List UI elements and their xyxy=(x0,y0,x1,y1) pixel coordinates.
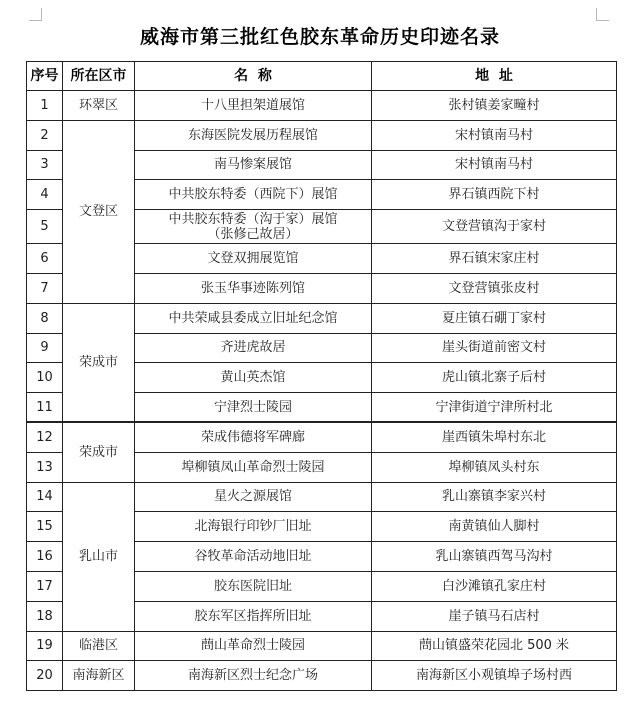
row-no: 7 xyxy=(27,273,63,303)
site-name: 张玉华事迹陈列馆 xyxy=(135,273,372,303)
row-no: 16 xyxy=(27,542,63,572)
header-no: 序号 xyxy=(27,62,63,91)
site-address: 界石镇宋家庄村 xyxy=(372,244,617,274)
site-address: 宁津街道宁津所村北 xyxy=(372,393,617,423)
site-name: 胶东军区指挥所旧址 xyxy=(135,601,372,631)
page-corner-mark-left xyxy=(29,8,42,21)
site-address: 乳山寨镇李家兴村 xyxy=(372,482,617,512)
site-name: 东海医院发展历程展馆 xyxy=(135,120,372,150)
row-no: 13 xyxy=(27,452,63,482)
site-address: 白沙滩镇孔家庄村 xyxy=(372,571,617,601)
document-title: 威海市第三批红色胶东革命历史印迹名录 xyxy=(139,26,500,48)
site-name: 中共胶东特委（沟于家）展馆（张修己故居） xyxy=(135,210,372,244)
site-name: 蔄山革命烈士陵园 xyxy=(135,631,372,661)
site-address: 崖西镇朱埠村东北 xyxy=(372,422,617,452)
site-address: 虎山镇北寨子后村 xyxy=(372,363,617,393)
row-no: 3 xyxy=(27,150,63,180)
district-cell: 荣成市 xyxy=(63,303,135,422)
district-cell: 临港区 xyxy=(63,631,135,661)
site-name: 南马惨案展馆 xyxy=(135,150,372,180)
site-name: 谷牧革命活动地旧址 xyxy=(135,542,372,572)
site-address: 宋村镇南马村 xyxy=(372,150,617,180)
site-name: 中共荣咸县委成立旧址纪念馆 xyxy=(135,303,372,333)
site-name: 文登双拥展览馆 xyxy=(135,244,372,274)
table-header-row xyxy=(27,62,617,91)
row-no: 5 xyxy=(27,210,63,244)
site-name: 胶东医院旧址 xyxy=(135,571,372,601)
district-cell: 荣成市 xyxy=(63,422,135,482)
table-row xyxy=(27,631,617,661)
header-name: 名 称 xyxy=(135,62,372,91)
site-name: 齐进虎故居 xyxy=(135,333,372,363)
district-cell: 文登区 xyxy=(63,120,135,303)
row-no: 4 xyxy=(27,180,63,210)
district-cell: 乳山市 xyxy=(63,482,135,631)
site-address: 蔄山镇盛荣花园北 500 米 xyxy=(372,631,617,661)
table-row xyxy=(27,120,617,150)
site-address: 南海新区小观镇埠子场村西 xyxy=(372,661,617,691)
site-name: 中共胶东特委（西院下）展馆 xyxy=(135,180,372,210)
row-no: 12 xyxy=(27,422,63,452)
site-name: 北海银行印钞厂旧址 xyxy=(135,512,372,542)
page-corner-mark-right xyxy=(596,8,609,21)
site-address: 文登营镇张皮村 xyxy=(372,273,617,303)
district-cell: 环翠区 xyxy=(63,91,135,121)
row-no: 10 xyxy=(27,363,63,393)
row-no: 1 xyxy=(27,91,63,121)
row-no: 18 xyxy=(27,601,63,631)
row-no: 6 xyxy=(27,244,63,274)
site-address: 夏庄镇石硼丁家村 xyxy=(372,303,617,333)
site-name: 南海新区烈士纪念广场 xyxy=(135,661,372,691)
row-no: 2 xyxy=(27,120,63,150)
row-no: 20 xyxy=(27,661,63,691)
row-no: 14 xyxy=(27,482,63,512)
site-address: 文登营镇沟于家村 xyxy=(372,210,617,244)
site-name: 宁津烈士陵园 xyxy=(135,393,372,423)
row-no: 17 xyxy=(27,571,63,601)
row-no: 11 xyxy=(27,393,63,423)
table-row xyxy=(27,661,617,691)
row-no: 9 xyxy=(27,333,63,363)
site-name: 十八里担架道展馆 xyxy=(135,91,372,121)
table-row xyxy=(27,482,617,512)
site-name: 埠柳镇凤山革命烈士陵园 xyxy=(135,452,372,482)
site-name: 荣成伟德将军碑廊 xyxy=(135,422,372,452)
row-no: 19 xyxy=(27,631,63,661)
table-row xyxy=(27,422,617,452)
site-address: 宋村镇南马村 xyxy=(372,120,617,150)
site-name: 黄山英杰馆 xyxy=(135,363,372,393)
site-address: 界石镇西院下村 xyxy=(372,180,617,210)
header-address: 地 址 xyxy=(372,62,617,91)
site-address: 崖头街道前密文村 xyxy=(372,333,617,363)
site-address: 张村镇姜家疃村 xyxy=(372,91,617,121)
site-name: 星火之源展馆 xyxy=(135,482,372,512)
site-address: 南黄镇仙人脚村 xyxy=(372,512,617,542)
site-address: 崖子镇马石店村 xyxy=(372,601,617,631)
row-no: 15 xyxy=(27,512,63,542)
site-address: 乳山寨镇西驾马沟村 xyxy=(372,542,617,572)
row-no: 8 xyxy=(27,303,63,333)
table-row xyxy=(27,91,617,121)
table-row xyxy=(27,303,617,333)
district-cell: 南海新区 xyxy=(63,661,135,691)
heritage-sites-table xyxy=(26,61,617,691)
header-district: 所在区市 xyxy=(63,62,135,91)
site-address: 埠柳镇凤头村东 xyxy=(372,452,617,482)
